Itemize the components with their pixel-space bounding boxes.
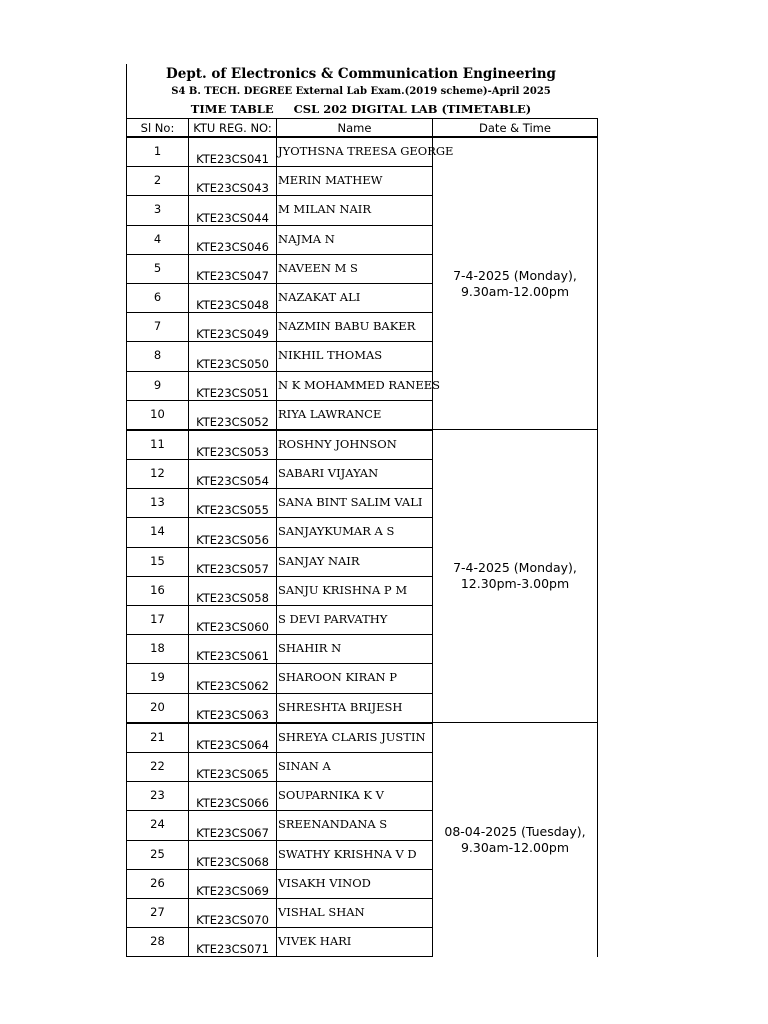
serial-number: 5 <box>127 254 189 283</box>
slot-time: 9.30am-12.00pm <box>460 283 570 299</box>
serial-number: 20 <box>127 693 189 723</box>
student-name: VIVEK HARI <box>277 928 433 957</box>
student-name: NAVEEN M S <box>277 254 433 283</box>
exam-subtitle: S4 B. TECH. DEGREE External Lab Exam.(2019 scheme)-April 2025 <box>171 86 551 97</box>
ktu-reg-no: KTE23CS054 <box>189 460 277 489</box>
student-name: VISAKH VINOD <box>277 869 433 898</box>
ktu-reg-no: KTE23CS058 <box>189 576 277 605</box>
serial-number: 15 <box>127 547 189 576</box>
serial-number: 23 <box>127 782 189 811</box>
serial-number: 27 <box>127 898 189 927</box>
serial-number: 12 <box>127 460 189 489</box>
serial-number: 10 <box>127 400 189 430</box>
serial-number: 7 <box>127 313 189 342</box>
ktu-reg-no: KTE23CS060 <box>189 606 277 635</box>
student-name: SHAHIR N <box>277 635 433 664</box>
exam-slot-datetime <box>433 137 598 430</box>
timetable-table <box>126 118 598 957</box>
serial-number: 17 <box>127 606 189 635</box>
ktu-reg-no: KTE23CS052 <box>189 400 277 430</box>
ktu-reg-no: KTE23CS071 <box>189 928 277 957</box>
ktu-reg-no: KTE23CS046 <box>189 225 277 254</box>
student-name: SREENANDANA S <box>277 811 433 840</box>
serial-number: 8 <box>127 342 189 371</box>
col-header-slno: Sl No: <box>127 119 189 138</box>
serial-number: 16 <box>127 576 189 605</box>
ktu-reg-no: KTE23CS066 <box>189 782 277 811</box>
serial-number: 26 <box>127 869 189 898</box>
student-name: SHREYA CLARIS JUSTIN <box>277 723 433 753</box>
ktu-reg-no: KTE23CS041 <box>189 137 277 167</box>
serial-number: 28 <box>127 928 189 957</box>
col-header-datetime: Date & Time <box>433 119 598 138</box>
ktu-reg-no: KTE23CS068 <box>189 840 277 869</box>
ktu-reg-no: KTE23CS056 <box>189 518 277 547</box>
serial-number: 24 <box>127 811 189 840</box>
student-name: SANJAYKUMAR A S <box>277 518 433 547</box>
slot-date: 7-4-2025 (Monday), <box>453 560 577 576</box>
student-name: NAJMA N <box>277 225 433 254</box>
student-name: SANJAY NAIR <box>277 547 433 576</box>
student-name: JYOTHSNA TREESA GEORGE <box>277 137 433 167</box>
serial-number: 13 <box>127 489 189 518</box>
student-name: SHAROON KIRAN P <box>277 664 433 693</box>
slot-time: 9.30am-12.00pm <box>460 840 570 855</box>
ktu-reg-no: KTE23CS043 <box>189 167 277 196</box>
serial-number: 18 <box>127 635 189 664</box>
serial-number: 14 <box>127 518 189 547</box>
table-row <box>127 430 598 460</box>
student-name: SWATHY KRISHNA V D <box>277 840 433 869</box>
ktu-reg-no: KTE23CS050 <box>189 342 277 371</box>
col-header-name: Name <box>277 119 433 138</box>
student-name: SANJU KRISHNA P M <box>277 576 433 605</box>
timetable-label: TIME TABLE <box>190 102 274 116</box>
table-row <box>127 723 598 753</box>
serial-number: 21 <box>127 723 189 753</box>
serial-number: 19 <box>127 664 189 693</box>
student-name: SHRESHTA BRIJESH <box>277 693 433 723</box>
col-header-regno: KTU REG. NO: <box>189 119 277 138</box>
student-name: VISHAL SHAN <box>277 898 433 927</box>
serial-number: 9 <box>127 371 189 400</box>
ktu-reg-no: KTE23CS062 <box>189 664 277 693</box>
student-name: SANA BINT SALIM VALI <box>277 489 433 518</box>
ktu-reg-no: KTE23CS069 <box>189 869 277 898</box>
student-name: M MILAN NAIR <box>277 196 433 225</box>
slot-date: 7-4-2025 (Monday), <box>453 267 577 283</box>
student-name: NIKHIL THOMAS <box>277 342 433 371</box>
serial-number: 2 <box>127 167 189 196</box>
ktu-reg-no: KTE23CS051 <box>189 371 277 400</box>
serial-number: 11 <box>127 430 189 460</box>
table-body <box>127 137 598 957</box>
student-name: SINAN A <box>277 752 433 781</box>
serial-number: 22 <box>127 752 189 781</box>
table-header-row <box>127 119 598 138</box>
ktu-reg-no: KTE23CS044 <box>189 196 277 225</box>
student-name: ROSHNY JOHNSON <box>277 430 433 460</box>
ktu-reg-no: KTE23CS047 <box>189 254 277 283</box>
serial-number: 1 <box>127 137 189 167</box>
ktu-reg-no: KTE23CS061 <box>189 635 277 664</box>
student-name: SABARI VIJAYAN <box>277 460 433 489</box>
student-name: SOUPARNIKA K V <box>277 782 433 811</box>
serial-number: 6 <box>127 283 189 312</box>
table-row <box>127 137 598 167</box>
ktu-reg-no: KTE23CS053 <box>189 430 277 460</box>
ktu-reg-no: KTE23CS048 <box>189 283 277 312</box>
serial-number: 3 <box>127 196 189 225</box>
slot-time: 12.30pm-3.00pm <box>460 576 570 592</box>
ktu-reg-no: KTE23CS055 <box>189 489 277 518</box>
ktu-reg-no: KTE23CS065 <box>189 752 277 781</box>
exam-slot-datetime <box>433 430 598 723</box>
ktu-reg-no: KTE23CS067 <box>189 811 277 840</box>
student-name: N K MOHAMMED RANEES <box>277 371 433 400</box>
ktu-reg-no: KTE23CS070 <box>189 898 277 927</box>
student-name: RIYA LAWRANCE <box>277 400 433 430</box>
student-name: NAZAKAT ALI <box>277 283 433 312</box>
exam-slot-datetime <box>433 723 598 957</box>
timetable-heading <box>126 102 596 116</box>
student-name: S DEVI PARVATHY <box>277 606 433 635</box>
department-title: Dept. of Electronics & Communication Engineering <box>166 66 556 82</box>
course-label: CSL 202 DIGITAL LAB (TIMETABLE) <box>293 102 532 116</box>
serial-number: 4 <box>127 225 189 254</box>
ktu-reg-no: KTE23CS063 <box>189 693 277 723</box>
ktu-reg-no: KTE23CS049 <box>189 313 277 342</box>
student-name: NAZMIN BABU BAKER <box>277 313 433 342</box>
ktu-reg-no: KTE23CS057 <box>189 547 277 576</box>
slot-date: 08-04-2025 (Tuesday), <box>444 824 586 839</box>
serial-number: 25 <box>127 840 189 869</box>
ktu-reg-no: KTE23CS064 <box>189 723 277 753</box>
student-name: MERIN MATHEW <box>277 167 433 196</box>
